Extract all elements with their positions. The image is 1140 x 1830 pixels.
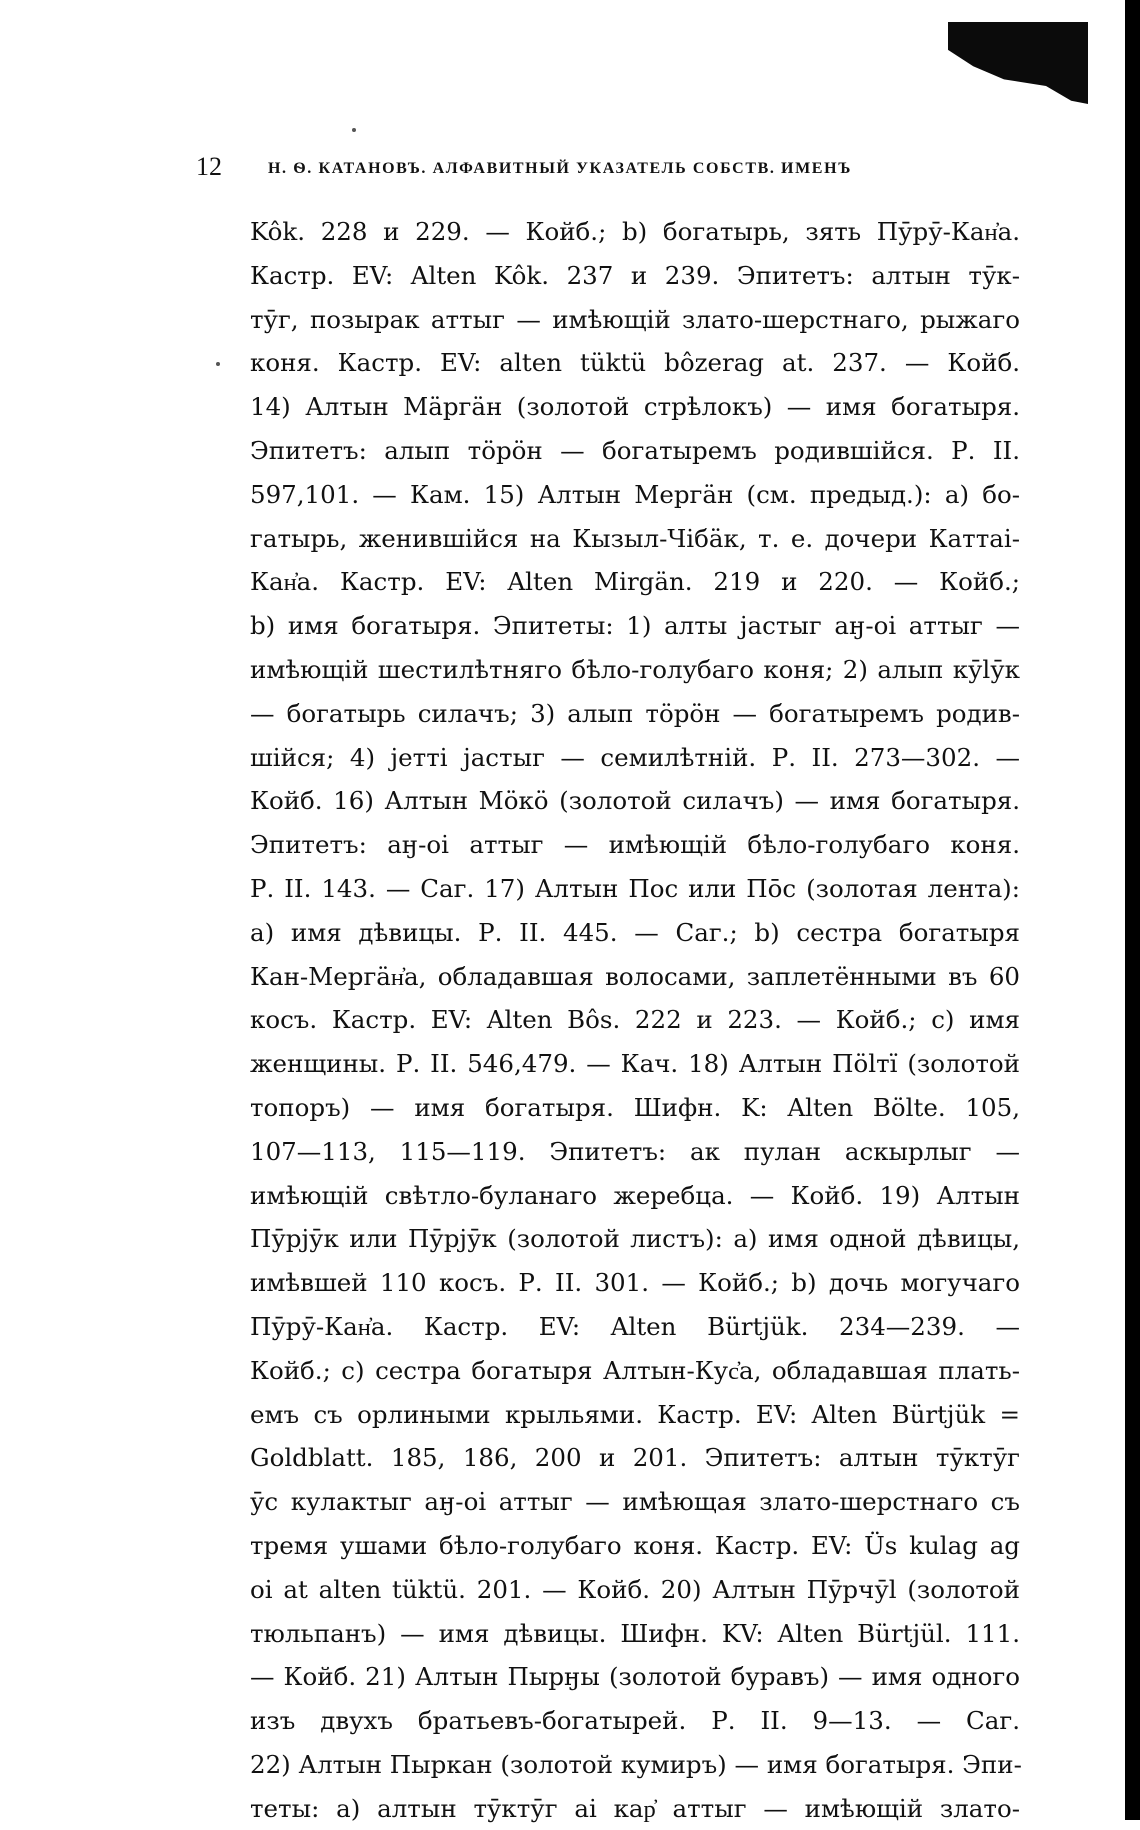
- text-line: Пӯрjӯк или Пӯрjӯк (золотой листъ): а) имя одной дѣвицы,: [250, 1224, 1020, 1254]
- text-line: oi at alten tüktü. 201. — Койб. 20) Алтын Пӯрчӯl (золотой: [250, 1574, 1020, 1604]
- scan-speck: [352, 128, 356, 132]
- text-line: емъ съ орлиными крыльями. Кастр. EV: Alten Bürtjük =: [250, 1399, 1020, 1429]
- text-line: имѣвшей 110 косъ. Р. II. 301. — Койб.; b) дочь могучаго: [250, 1268, 1020, 1298]
- text-line: Пӯрӯ-Кан҆а. Кастр. EV: Alten Bürtjük. 234—239. —: [250, 1311, 1020, 1341]
- page-number: 12: [196, 152, 222, 181]
- text-line: Кастр. EV: Alten Kôk. 237 и 239. Эпитетъ: алтын тӯк-: [250, 260, 1020, 290]
- text-line: Goldblatt. 185, 186, 200 и 201. Эпитетъ: алтын тӯктӯг: [250, 1443, 1020, 1473]
- text-line: теты: а) алтын тӯктӯг аі кар҆ аттыг — имѣющій злато-: [250, 1793, 1020, 1823]
- text-line: тӯг, позырак аттыг — имѣющій злато-шерстнаго, рыжаго: [250, 304, 1020, 334]
- body-text: [250, 210, 1020, 1830]
- text-line: коня. Кастр. EV: alten tüktü bôzerag at. 237. — Койб.: [250, 348, 1020, 378]
- text-line: имѣющій шестилѣтняго бѣло-голубаго коня; 2) алып кӯlӯк: [250, 654, 1020, 684]
- text-line: имѣющій свѣтло-буланаго жеребца. — Койб. 19) Алтын: [250, 1180, 1020, 1210]
- text-line: 22) Алтын Пыркан (золотой кумиръ) — имя богатыря. Эпи-: [250, 1749, 1022, 1779]
- text-line: а) имя дѣвицы. Р. II. 445. — Саг.; b) сестра богатыря: [250, 917, 1020, 947]
- text-line: Койб.; с) сестра богатыря Алтын-Кус҆а, обладавшая плать-: [250, 1355, 1020, 1385]
- text-line: Койб. 16) Алтын Мӧкӧ (золотой силачъ) — имя богатыря.: [250, 786, 1020, 816]
- text-line: косъ. Кастр. EV: Alten Bôs. 222 и 223. — Койб.; с) имя: [250, 1005, 1020, 1035]
- scan-artifact-corner: [948, 22, 1088, 104]
- text-line: гатырь, женившійся на Кызыл-Чібäк, т. е. дочери Каттаі-: [250, 523, 1020, 553]
- text-line: 597,101. — Кам. 15) Алтын Мергäн (см. предыд.): а) бо-: [250, 479, 1020, 509]
- text-line: изъ двухъ братьевъ-богатырей. Р. II. 9—13. — Саг.: [250, 1706, 1020, 1736]
- text-line: Эпитетъ: алып тӧрӧн — богатыремъ родившійся. Р. II.: [250, 435, 1020, 465]
- text-line: Кан҆а. Кастр. EV: Alten Mirgän. 219 и 220. — Койб.;: [250, 567, 1020, 597]
- text-line: Эпитетъ: аӈ-оі аттыг — имѣющій бѣло-голубаго коня.: [250, 830, 1020, 860]
- text-line: ӯс кулактыг аӈ-оі аттыг — имѣющая злато-шерстнаго съ: [250, 1487, 1020, 1517]
- text-line: 107—113, 115—119. Эпитетъ: ак пулан аскырлыг —: [250, 1136, 1020, 1166]
- scan-artifact-edge: [1125, 0, 1140, 1820]
- running-head: Н. Ѳ. КАТАНОВЪ. АЛФАВИТНЫЙ УКАЗАТЕЛЬ СОБСТВ. ИМЕНЪ: [268, 160, 852, 177]
- text-line: — богатырь силачъ; 3) алып тӧрӧн — богатыремъ родив-: [250, 698, 1020, 728]
- page-header: [196, 150, 996, 184]
- text-line: Кан-Мергäн҆а, обладавшая волосами, заплетёнными въ 60: [250, 961, 1020, 991]
- scan-speck: [216, 362, 220, 366]
- text-line: 14) Алтын Мäргäн (золотой стрѣлокъ) — имя богатыря.: [250, 392, 1020, 422]
- text-line: Kôk. 228 и 229. — Койб.; b) богатырь, зять Пӯрӯ-Кан҆а.: [250, 217, 1020, 246]
- text-line: — Койб. 21) Алтын Пырӈы (золотой буравъ) — имя одного: [250, 1662, 1020, 1692]
- text-line: тюльпанъ) — имя дѣвицы. Шифн. KV: Alten Bürtjül. 111.: [250, 1618, 1020, 1648]
- text-line: b) имя богатыря. Эпитеты: 1) алты jастыг аӈ-оі аттыг —: [250, 611, 1020, 641]
- text-line: топоръ) — имя богатыря. Шифн. K: Alten Bölte. 105,: [250, 1092, 1020, 1122]
- text-line: женщины. Р. II. 546,479. — Кач. 18) Алтын Пӧlтï (золотой: [250, 1049, 1020, 1079]
- text-line: Р. II. 143. — Саг. 17) Алтын Пос или Пōс (золотая лента):: [250, 873, 1020, 903]
- text-line: шійся; 4) jетті jастыг — семилѣтній. Р. II. 273—302. —: [250, 742, 1020, 772]
- text-line: тремя ушами бѣло-голубаго коня. Кастр. EV: Üs kulag ag: [250, 1530, 1020, 1560]
